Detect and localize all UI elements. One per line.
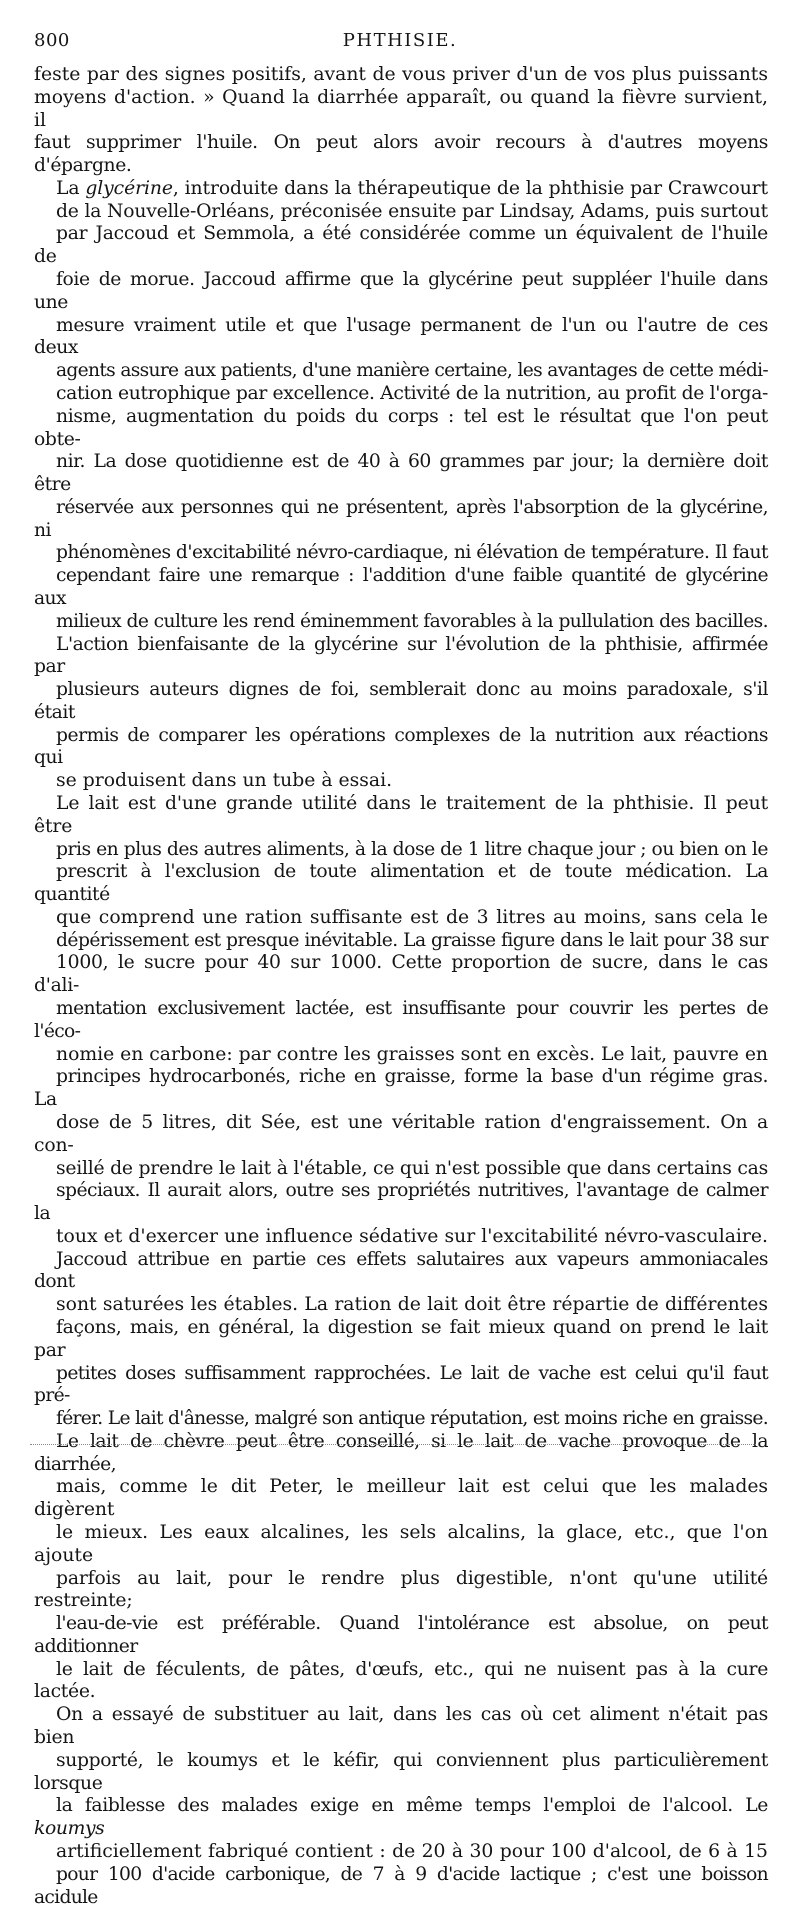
text-line: On a essayé de substituer au lait, dans les cas où cet aliment n'était pas bien: [34, 1704, 768, 1749]
text-line: de la Nouvelle-Orléans, préconisée ensuite par Lindsay, Adams, puis surtout: [56, 200, 768, 222]
text-line: toux et d'exercer une influence sédative sur l'excitabilité névro-vasculaire.: [56, 1225, 768, 1247]
body-text: [34, 64, 768, 1909]
text-line: mentation exclusivement lactée, est insuffisante pour couvrir les pertes de l'éco-: [34, 998, 768, 1042]
text-line: pour 100 d'acide carbonique, de 7 à 9 d'acide lactique ; c'est une boisson acidule: [34, 1863, 768, 1908]
running-title: PHTHISIE.: [342, 30, 458, 51]
text-line: agents assure aux patients, d'une manière certaine, les avantages de cette médi-: [56, 360, 768, 382]
text-line: seillé de prendre le lait à l'étable, ce qui n'est possible que dans certains cas: [56, 1157, 768, 1179]
text-line: prescrit à l'exclusion de toute alimentation et de toute médication. La quantité: [34, 861, 768, 906]
page-number: 800: [34, 30, 70, 51]
text-line: par Jaccoud et Semmola, a été considérée comme un équivalent de l'huile de: [34, 223, 768, 268]
text-line: se produisent dans un tube à essai.: [56, 770, 393, 792]
text-line: cation eutrophique par excellence. Activité de la nutrition, au profit de l'orga-: [56, 382, 768, 404]
text-line: phénomènes d'excitabilité névro-cardiaque, ni élévation de température. Il faut: [56, 542, 768, 564]
italic-term: koumys: [34, 1818, 105, 1840]
text-line: Le lait est d'une grande utilité dans le traitement de la phthisie. Il peut être: [34, 793, 768, 837]
running-head: [34, 30, 766, 56]
text-line: Jaccoud attribue en partie ces effets salutaires aux vapeurs ammoniacales dont: [34, 1248, 768, 1293]
text-line: dépérissement est presque inévitable. La graisse figure dans le lait pour 38 sur: [56, 929, 768, 951]
text-line: moyens d'action. » Quand la diarrhée apparaît, ou quand la fièvre survient, il: [34, 86, 768, 131]
text-line: mesure vraiment utile et que l'usage permanent de l'un ou l'autre de ces deux: [34, 314, 768, 359]
text-line: 1000, le sucre pour 40 sur 1000. Cette proportion de sucre, dans le cas d'ali-: [34, 952, 768, 997]
text-line: supporté, le koumys et le kéfir, qui conviennent plus particulièrement lorsque: [34, 1749, 768, 1794]
text-line: parfois au lait, pour le rendre plus digestible, n'ont qu'une utilité restreinte;: [34, 1567, 768, 1612]
text-line: plusieurs auteurs dignes de foi, semblerait donc au moins paradoxale, s'il était: [34, 679, 768, 723]
text-line: l'eau-de-vie est préférable. Quand l'intolérance est absolue, on peut additionner: [34, 1613, 768, 1657]
text-line: nomie en carbone: par contre les graisses sont en excès. Le lait, pauvre en: [56, 1043, 768, 1065]
text-line: faut supprimer l'huile. On peut alors avoir recours à d'autres moyens d'épargne.: [34, 132, 768, 177]
text-line: principes hydrocarbonés, riche en graisse, forme la base d'un régime gras. La: [34, 1066, 768, 1111]
text-line: cependant faire une remarque : l'addition d'une faible quantité de glycérine aux: [34, 565, 768, 609]
text-line: mais, comme le dit Peter, le meilleur lait est celui que les malades digèrent: [34, 1476, 768, 1521]
text-line: férer. Le lait d'ânesse, malgré son antique réputation, est moins riche en graisse.: [56, 1408, 768, 1430]
text-line: façons, mais, en général, la digestion se fait mieux quand on prend le lait par: [34, 1316, 768, 1361]
text-line: la faiblesse des malades exige en même temps l'emploi de l'alcool. Le koumys: [34, 1795, 768, 1840]
text-line: artificiellement fabriqué contient : de 20 à 30 pour 100 d'alcool, de 6 à 15: [56, 1840, 768, 1862]
text-line: nir. La dose quotidienne est de 40 à 60 grammes par jour; la dernière doit être: [34, 451, 768, 496]
paragraph-p3: [34, 793, 768, 1704]
paragraph-p1: [34, 64, 768, 178]
text-line: pris en plus des autres aliments, à la dose de 1 litre chaque jour ; ou bien on le: [56, 838, 768, 860]
text-line: petites doses suffisamment rapprochées. Le lait de vache est celui qu'il faut pré-: [34, 1362, 768, 1407]
paragraph-p4: [34, 1704, 768, 1909]
text-line: sont saturées les étables. La ration de lait doit être répartie de différentes: [56, 1294, 768, 1316]
text-line: La glycérine, introduite dans la thérapeutique de la phthisie par Crawcourt: [56, 177, 769, 199]
footer-dotted-rule: [30, 1444, 756, 1445]
text-line: le lait de féculents, de pâtes, d'œufs, etc., qui ne nuisent pas à la cure lactée.: [34, 1658, 768, 1703]
text-line: dose de 5 litres, dit Sée, est une véritable ration d'engraissement. On a con-: [34, 1111, 768, 1156]
text-line: le mieux. Les eaux alcalines, les sels alcalins, la glace, etc., que l'on ajoute: [34, 1522, 768, 1566]
text-line: foie de morue. Jaccoud affirme que la glycérine peut suppléer l'huile dans une: [34, 269, 768, 313]
text-line: réservée aux personnes qui ne présentent, après l'absorption de la glycérine, ni: [34, 496, 768, 541]
text-line: nisme, augmentation du poids du corps : tel est le résultat que l'on peut obte-: [34, 405, 768, 450]
italic-term: glycérine: [85, 177, 173, 199]
text-line: spéciaux. Il aurait alors, outre ses propriétés nutritives, l'avantage de calmer la: [34, 1180, 768, 1225]
text-line: feste par des signes positifs, avant de vous priver d'un de vos plus puissants: [34, 64, 768, 85]
paragraph-p2: [34, 178, 768, 793]
text-line: L'action bienfaisante de la glycérine sur l'évolution de la phthisie, affirmée par: [34, 633, 768, 678]
text-line: que comprend une ration suffisante est de 3 litres au moins, sans cela le: [56, 906, 768, 928]
text-line: milieux de culture les rend éminemment favorables à la pullulation des bacilles.: [56, 610, 768, 632]
text-line: permis de comparer les opérations complexes de la nutrition aux réactions qui: [34, 724, 768, 769]
text-line: Le lait de chèvre peut être conseillé, si le lait de vache provoque de la diarrhée,: [34, 1430, 768, 1475]
